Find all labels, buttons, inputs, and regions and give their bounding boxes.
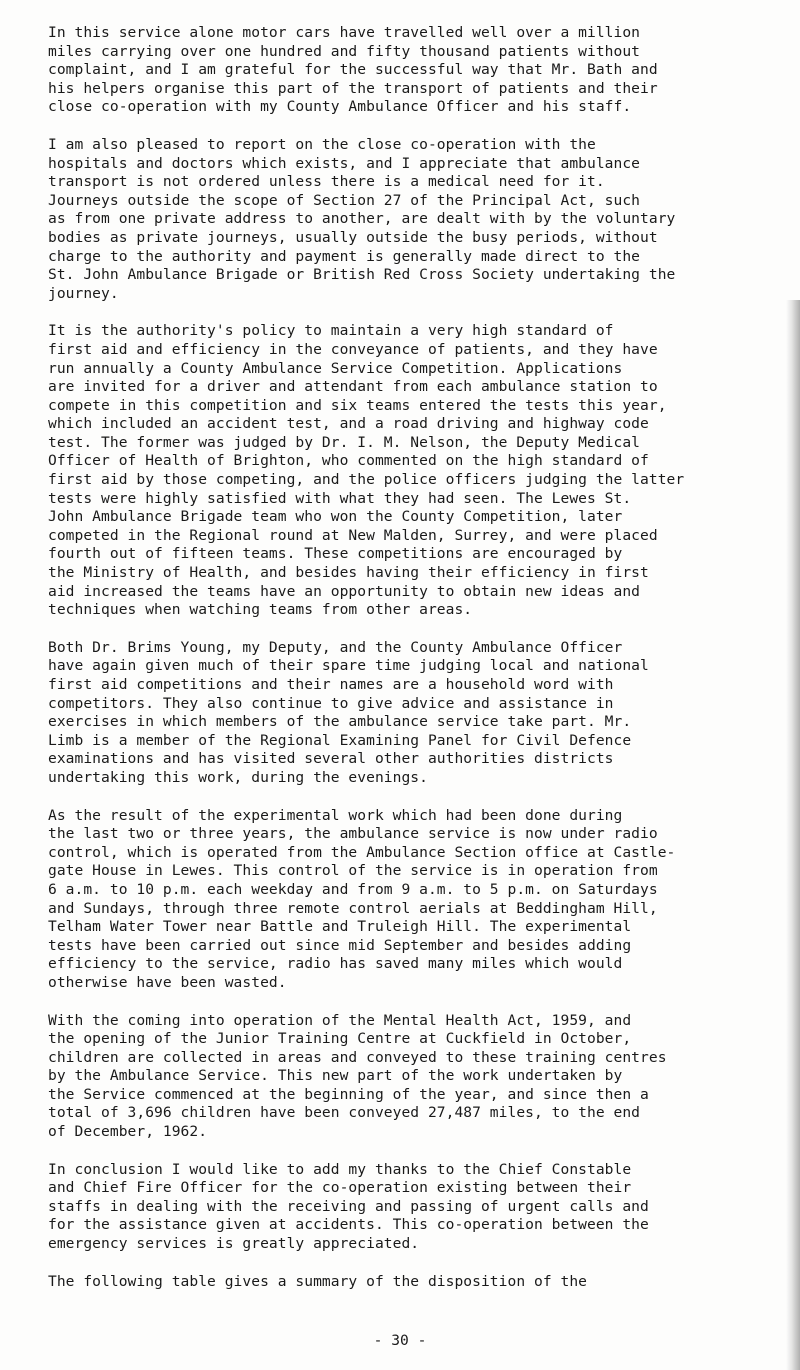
paragraph-radio-control: As the result of the experimental work which had been done during the last two or three years, the ambulance service is now under radio control, which is operated from the Ambulance Section office at Castle- gate House in Lewes. This control of the service is in operation from 6 a.m. to 10 p.m. each weekday and from 9 a.m. to 5 p.m. on Saturdays and Sundays, through three remote control aerials at Beddingham Hill, Telham Water Tower near Battle and Truleigh Hill. The experimental tests have been carried out since mid September and besides adding efficiency to the service, radio has saved many miles which would otherwise have been wasted. [48,806,676,991]
page-number: - 30 - [373,1332,427,1349]
paragraph-mental-health-act: With the coming into operation of the Mental Health Act, 1959, and the opening of the Junior Training Centre at Cuckfield in October, children are collected in areas and conveyed to these training centres by the Ambulance Service. This new part of the work undertaken by the Service commenced at the beginning of the year, and since then a total of 3,696 children have been conveyed 27,487 miles, to the end of December, 1962. [48,1011,667,1141]
document-body [48,24,788,1310]
paragraph-conclusion: In conclusion I would like to add my thanks to the Chief Constable and Chief Fire Officer for the co-operation existing between their staffs in dealing with the receiving and passing of urgent calls and for the assistance given at accidents. This co-operation between the emergency services is greatly appreciated. [48,1160,649,1253]
paragraph-judging: Both Dr. Brims Young, my Deputy, and the County Ambulance Officer have again given much of their spare time judging local and national first aid competitions and their names are a household word with competitors. They also continue to give advice and assistance in exercises in which members of the ambulance service take part. Mr. Limb is a member of the Regional Examining Panel for Civil Defence examinations and has visited several other authorities districts undertaking this work, during the evenings. [48,638,649,786]
paragraph-competition: It is the authority's policy to maintain a very high standard of first aid and efficiency in the conveyance of patients, and they have run annually a County Ambulance Service Competition. Applications are invited for a driver and attendant from each ambulance station to compete in this competition and six teams entered the tests this year, which included an accident test, and a road driving and highway code test. The former was judged by Dr. I. M. Nelson, the Deputy Medical Officer of Health of Brighton, who commented on the high standard of first aid by those competing, and the police officers judging the latter tests were highly satisfied with what they had seen. The Lewes St. John Ambulance Brigade team who won the County Competition, later competed in the Regional round at New Malden, Surrey, and were placed fourth out of fifteen teams. These competitions are encouraged by the Ministry of Health, and besides having their efficiency in first aid increased the teams have an opportunity to obtain new ideas and techniques when watching teams from other areas. [48,322,685,619]
paragraph-table-intro: The following table gives a summary of the disposition of the [48,1272,588,1290]
paragraph-hospital-co-operation: I am also pleased to report on the close co-operation with the hospitals and doctors which exists, and I appreciate that ambulance transport is not ordered unless there is a medical need for it. Journeys outside the scope of Section 27 of the Principal Act, such as from one private address to another, are dealt with by the voluntary bodies as private journeys, usually outside the busy periods, without charge to the authority and payment is generally made direct to the St. John Ambulance Brigade or British Red Cross Society undertaking the journey. [48,135,676,302]
page-edge-shadow [786,300,800,1370]
paragraph-motor-cars: In this service alone motor cars have travelled well over a million miles carrying over one hundred and fifty thousand patients without complaint, and I am grateful for the successful way that Mr. Bath and his helpers organise this part of the transport of patients and their close co-operation with my County Ambulance Officer and his staff. [48,24,658,116]
